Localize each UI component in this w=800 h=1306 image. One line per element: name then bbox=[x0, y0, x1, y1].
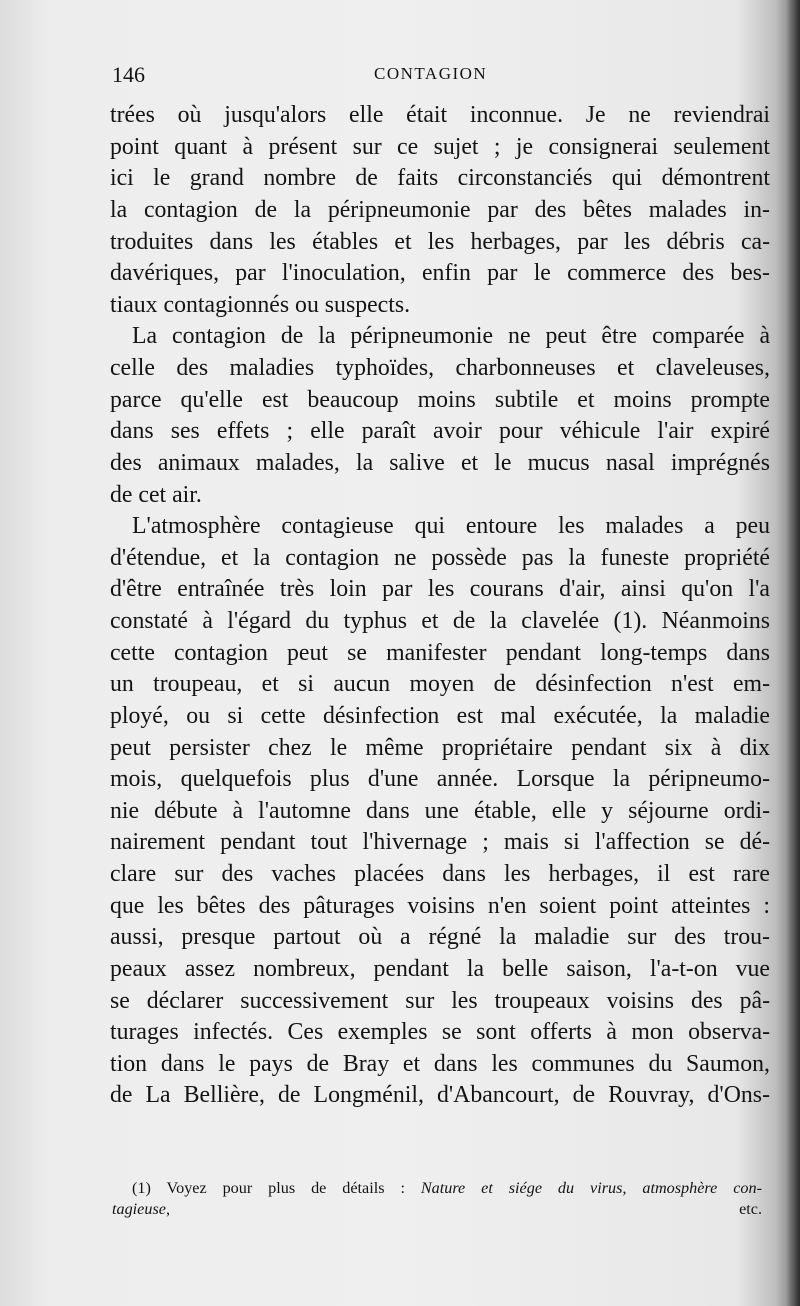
text-line: nie débute à l'automne dans une étable, elle y séjourne ordi- bbox=[110, 797, 770, 824]
body-text bbox=[110, 100, 770, 1112]
text-line: que les bêtes des pâturages voisins n'en soient point atteintes : bbox=[110, 892, 770, 919]
text-line: se déclarer successivement sur les troupeaux voisins des pâ- bbox=[110, 987, 770, 1014]
text-line: d'étendue, et la contagion ne possède pas la funeste propriété bbox=[110, 544, 770, 571]
text-line: parce qu'elle est beaucoup moins subtile et moins prompte bbox=[110, 386, 770, 413]
text-line: aussi, presque partout où a régné la maladie sur des trou- bbox=[110, 924, 770, 951]
text-line: un troupeau, et si aucun moyen de désinfection n'est em- bbox=[110, 671, 770, 698]
text-line: peut persister chez le même propriétaire pendant six à dix bbox=[110, 734, 770, 761]
running-title: CONTAGION bbox=[374, 64, 488, 83]
footnote-title-1: Nature et siége du virus, atmosphère con- bbox=[420, 1179, 762, 1197]
text-line: davériques, par l'inoculation, enfin par le commerce des bes- bbox=[110, 260, 770, 287]
page-edge-shadow bbox=[786, 0, 800, 1306]
text-line: de La Bellière, de Longménil, d'Abancourt, de Rouvray, d'Ons- bbox=[110, 1082, 770, 1109]
footnote bbox=[112, 1178, 762, 1220]
text-line: tiaux contagionnés ou suspects. bbox=[110, 291, 411, 318]
page-number: 146 bbox=[112, 62, 145, 87]
text-line: ployé, ou si cette désinfection est mal exécutée, la maladie bbox=[110, 702, 770, 729]
text-line: cette contagion peut se manifester pendant long-temps dans bbox=[110, 639, 770, 666]
text-line: dans ses effets ; elle paraît avoir pour véhicule l'air expiré bbox=[110, 418, 770, 445]
text-line: de cet air. bbox=[110, 481, 202, 508]
text-line: constaté à l'égard du typhus et de la clavelée (1). Néanmoins bbox=[110, 608, 770, 634]
text-line: mois, quelquefois plus d'une année. Lorsque la péripneumo- bbox=[110, 766, 770, 793]
footnote-line-1 bbox=[112, 1178, 762, 1199]
text-line: troduites dans les étables et les herbages, par les débris ca- bbox=[110, 228, 770, 255]
text-line: trées où jusqu'alors elle était inconnue. Je ne reviendrai bbox=[110, 102, 770, 128]
footnote-title-2: tagieuse bbox=[112, 1200, 166, 1218]
footnote-marker: (1) Voyez pour plus de détails : bbox=[132, 1179, 421, 1197]
text-line: des animaux malades, la salive et le mucus nasal imprégnés bbox=[110, 449, 770, 476]
text-line: d'être entraînée très loin par les courans d'air, ainsi qu'on l'a bbox=[110, 576, 770, 603]
text-line: turages infectés. Ces exemples se sont offerts à mon observa- bbox=[110, 1019, 770, 1046]
text-line: la contagion de la péripneumonie par des bêtes malades in- bbox=[110, 196, 770, 223]
text-line: peaux assez nombreux, pendant la belle saison, l'a-t-on vue bbox=[110, 955, 770, 982]
text-line: La contagion de la péripneumonie ne peut être comparée à bbox=[132, 323, 770, 350]
text-line: celle des maladies typhoïdes, charbonneuses et claveleuses, bbox=[110, 355, 770, 381]
running-header bbox=[112, 62, 762, 92]
footnote-tail: , etc. bbox=[165, 1200, 762, 1218]
text-line: point quant à présent sur ce sujet ; je consignerai seulement bbox=[110, 133, 770, 160]
text-line: L'atmosphère contagieuse qui entoure les malades a peu bbox=[132, 513, 770, 540]
text-line: ici le grand nombre de faits circonstanciés qui démontrent bbox=[110, 165, 770, 192]
text-line: nairement pendant tout l'hivernage ; mais si l'affection se dé- bbox=[110, 829, 770, 856]
footnote-line-2 bbox=[112, 1199, 762, 1220]
text-line: tion dans le pays de Bray et dans les communes du Saumon, bbox=[110, 1050, 770, 1077]
text-line: clare sur des vaches placées dans les herbages, il est rare bbox=[110, 861, 770, 887]
